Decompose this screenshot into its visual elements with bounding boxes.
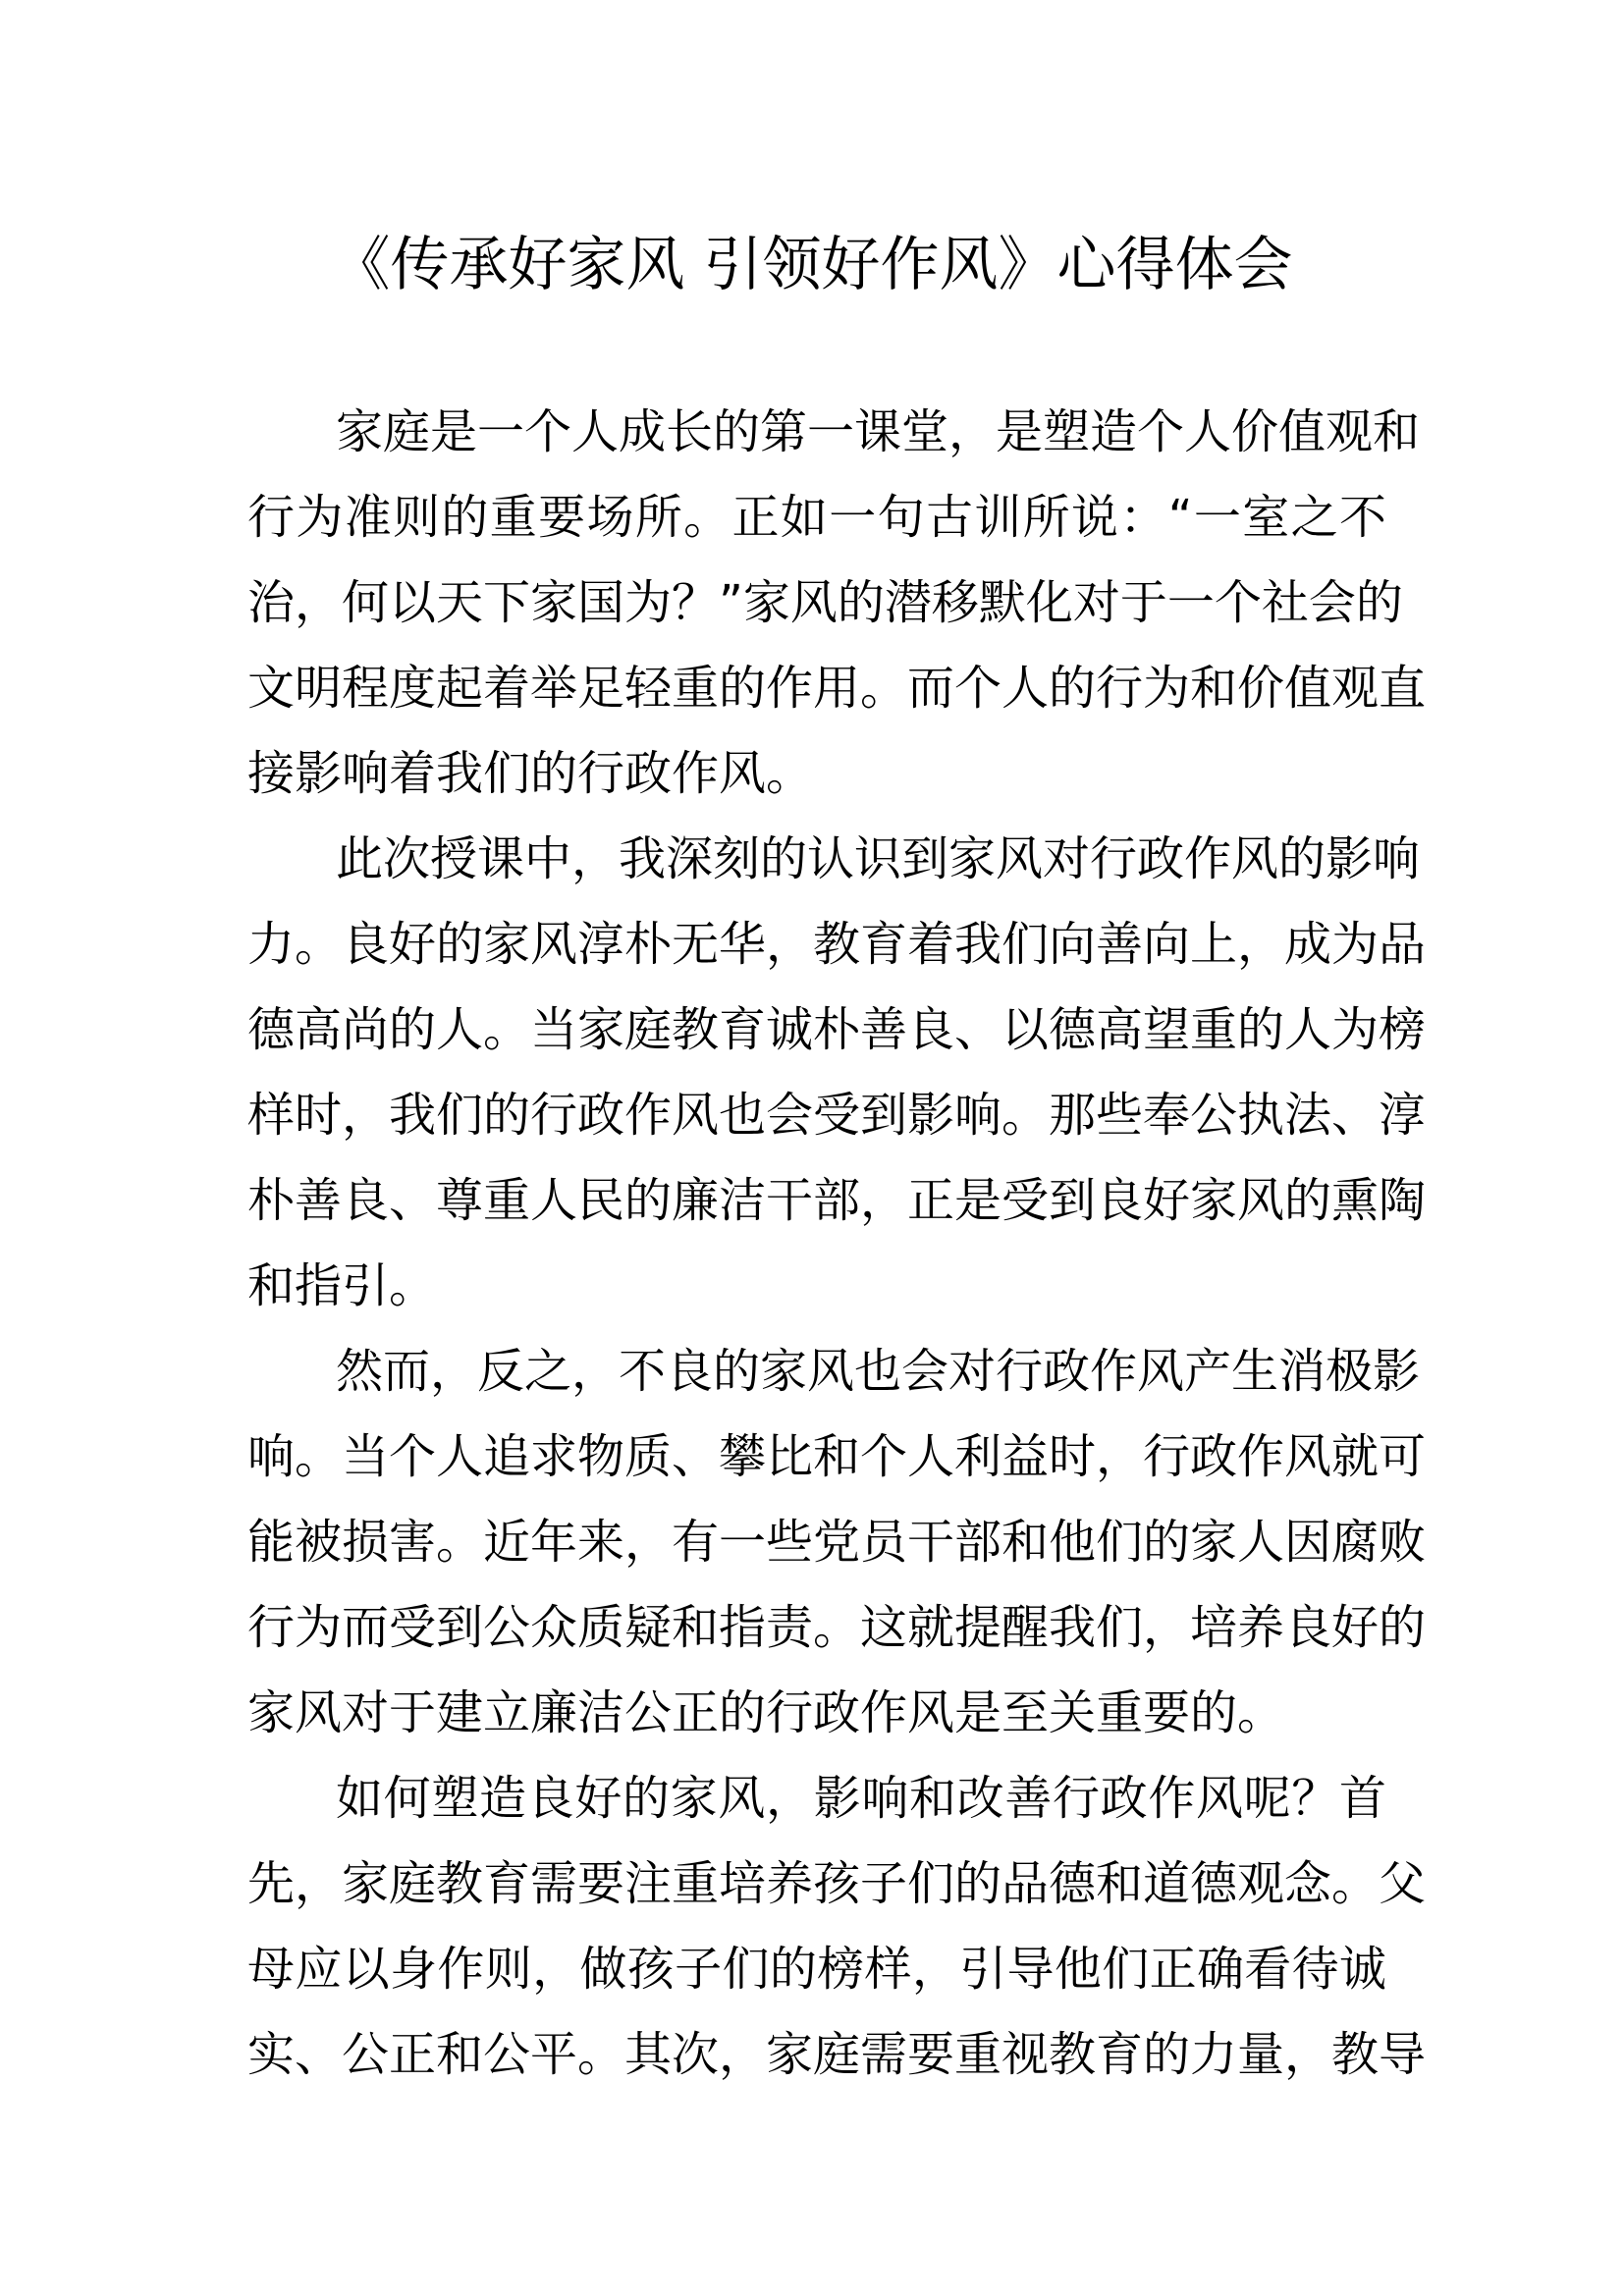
paragraph-line: 响。当个人追求物质、攀比和个人利益时，行政作风就可 [247,1429,1427,1484]
paragraph-line: 力。良好的家风淳朴无华，教育着我们向善向上，成为品 [247,917,1427,972]
paragraph-line: 朴善良、尊重人民的廉洁干部，正是受到良好家风的熏陶 [247,1173,1427,1228]
paragraph-line: 文明程度起着举足轻重的作用。而个人的行为和价值观直 [247,661,1427,716]
paragraph-line: 然而，反之，不良的家风也会对行政作风产生消极影 [336,1344,1421,1399]
paragraph [247,390,1427,817]
paragraph [247,1329,1427,1756]
paragraph-line: 德高尚的人。当家庭教育诚朴善良、以德高望重的人为榜 [247,1002,1427,1057]
paragraph-line: 先，家庭教育需要注重培养孩子们的品德和道德观念。父 [247,1856,1427,1911]
paragraph-line: 母应以身作则，做孩子们的榜样，引导他们正确看待诚 [247,1942,1386,1997]
paragraph-line: 治，何以天下家国为？”家风的潜移默化对于一个社会的 [247,575,1403,630]
paragraph-line: 实、公正和公平。其次，家庭需要重视教育的力量，教导 [247,2027,1427,2082]
paragraph [247,817,1427,1329]
paragraph-line: 家风对于建立廉洁公正的行政作风是至关重要的。 [247,1685,1285,1740]
paragraph-line: 样时，我们的行政作风也会受到影响。那些奉公执法、淳 [247,1088,1427,1143]
paragraph-line: 行为准则的重要场所。正如一句古训所说：“一室之不 [247,490,1386,545]
document-body [247,390,1427,2098]
paragraph-line: 如何塑造良好的家风，影响和改善行政作风呢？首 [336,1771,1386,1826]
document-title: 《传承好家风 引领好作风》心得体会 [331,231,1293,299]
paragraph-line: 此次授课中，我深刻的认识到家风对行政作风的影响 [336,831,1421,886]
paragraph-line: 家庭是一个人成长的第一课堂，是塑造个人价值观和 [336,404,1421,459]
paragraph-line: 能被损害。近年来，有一些党员干部和他们的家人因腐败 [247,1515,1427,1570]
paragraph-line: 行为而受到公众质疑和指责。这就提醒我们，培养良好的 [247,1600,1427,1655]
paragraph [247,1756,1427,2098]
paragraph-line: 和指引。 [247,1258,437,1313]
paragraph-line: 接影响着我们的行政作风。 [247,746,814,801]
